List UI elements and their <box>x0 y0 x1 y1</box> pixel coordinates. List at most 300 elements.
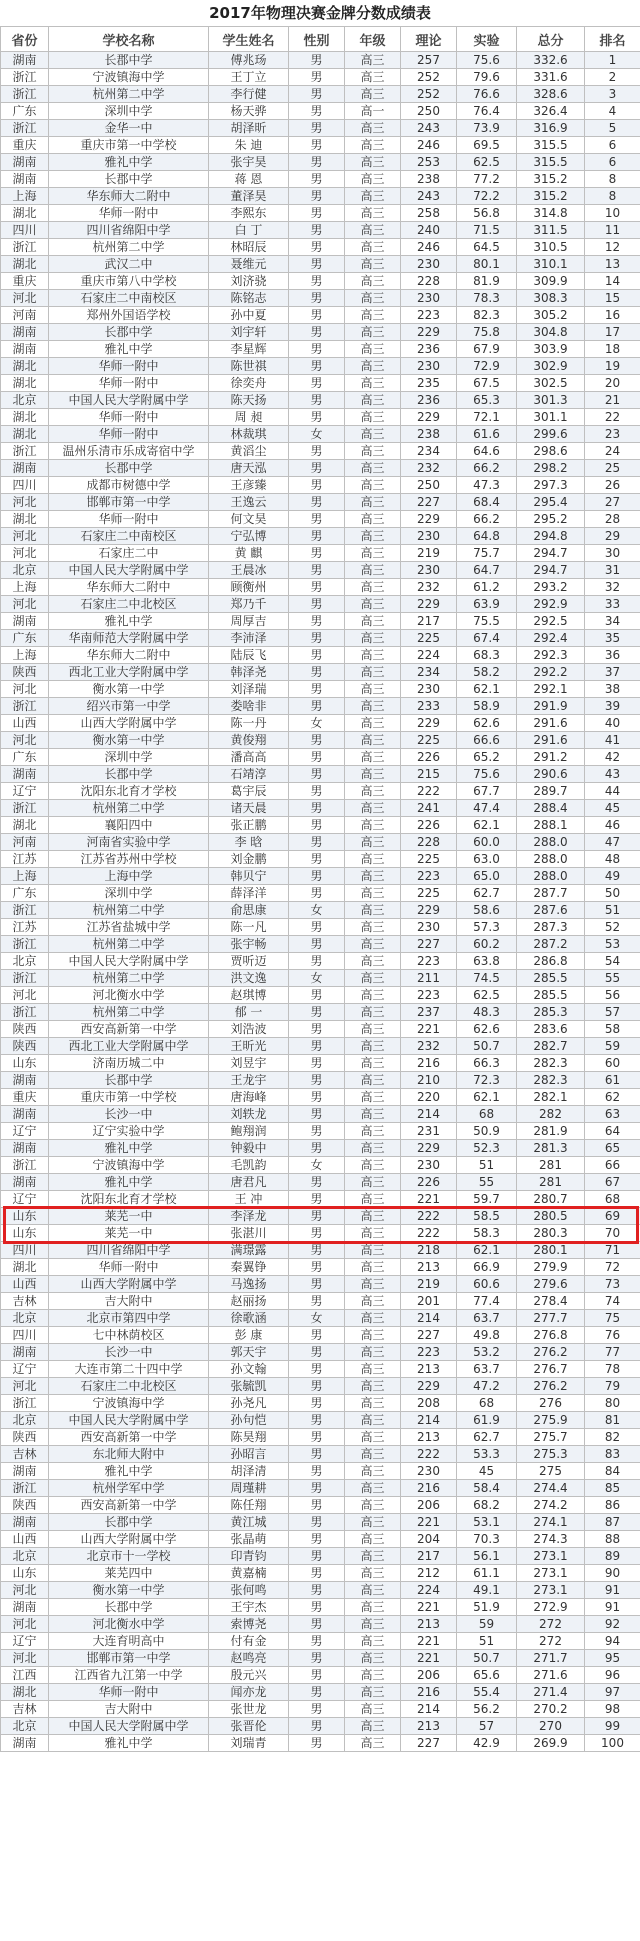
cell-school: 北京市十一学校 <box>49 1548 209 1565</box>
cell-rank: 23 <box>585 426 640 443</box>
table-row <box>1 239 640 256</box>
cell-province: 湖北 <box>1 409 49 426</box>
cell-grade: 高三 <box>345 1310 401 1327</box>
cell-school: 中国人民大学附属中学 <box>49 392 209 409</box>
cell-grade: 高三 <box>345 1140 401 1157</box>
cell-school: 中国人民大学附属中学 <box>49 1412 209 1429</box>
cell-province: 湖南 <box>1 154 49 171</box>
cell-school: 长郡中学 <box>49 171 209 188</box>
cell-gender: 男 <box>289 1548 345 1565</box>
cell-experiment: 61.2 <box>457 579 517 596</box>
cell-rank: 73 <box>585 1276 640 1293</box>
cell-grade: 高三 <box>345 86 401 103</box>
cell-gender: 男 <box>289 545 345 562</box>
cell-gender: 男 <box>289 375 345 392</box>
cell-experiment: 75.5 <box>457 613 517 630</box>
cell-province: 湖南 <box>1 613 49 630</box>
cell-total: 282.3 <box>517 1072 585 1089</box>
cell-student: 黄滔尘 <box>209 443 289 460</box>
cell-total: 278.4 <box>517 1293 585 1310</box>
cell-experiment: 51.9 <box>457 1599 517 1616</box>
cell-student: 聂维元 <box>209 256 289 273</box>
table-row <box>1 1123 640 1140</box>
cell-gender: 男 <box>289 256 345 273</box>
cell-gender: 男 <box>289 1480 345 1497</box>
cell-theory: 216 <box>401 1055 457 1072</box>
cell-gender: 男 <box>289 851 345 868</box>
cell-experiment: 68.2 <box>457 1497 517 1514</box>
cell-rank: 65 <box>585 1140 640 1157</box>
cell-experiment: 68.3 <box>457 647 517 664</box>
cell-experiment: 45 <box>457 1463 517 1480</box>
cell-total: 289.7 <box>517 783 585 800</box>
cell-theory: 214 <box>401 1701 457 1718</box>
cell-rank: 3 <box>585 86 640 103</box>
cell-theory: 213 <box>401 1259 457 1276</box>
cell-experiment: 62.1 <box>457 1242 517 1259</box>
cell-school: 雅礼中学 <box>49 613 209 630</box>
cell-gender: 男 <box>289 1021 345 1038</box>
cell-gender: 男 <box>289 1242 345 1259</box>
cell-rank: 11 <box>585 222 640 239</box>
cell-province: 广东 <box>1 630 49 647</box>
cell-school: 莱芜四中 <box>49 1565 209 1582</box>
cell-school: 重庆市第八中学校 <box>49 273 209 290</box>
cell-grade: 高三 <box>345 1293 401 1310</box>
cell-gender: 男 <box>289 103 345 120</box>
cell-gender: 男 <box>289 1463 345 1480</box>
cell-rank: 64 <box>585 1123 640 1140</box>
cell-rank: 40 <box>585 715 640 732</box>
cell-experiment: 76.6 <box>457 86 517 103</box>
cell-gender: 男 <box>289 1089 345 1106</box>
cell-student: 薛泽洋 <box>209 885 289 902</box>
cell-province: 北京 <box>1 1718 49 1735</box>
cell-student: 俞思康 <box>209 902 289 919</box>
cell-student: 张世龙 <box>209 1701 289 1718</box>
table-row <box>1 613 640 630</box>
cell-student: 陈任翔 <box>209 1497 289 1514</box>
cell-gender: 男 <box>289 528 345 545</box>
table-row <box>1 1225 640 1242</box>
table-row <box>1 970 640 987</box>
cell-student: 郑乃千 <box>209 596 289 613</box>
cell-grade: 高三 <box>345 1395 401 1412</box>
cell-student: 贾听迈 <box>209 953 289 970</box>
cell-student: 李沛泽 <box>209 630 289 647</box>
cell-experiment: 62.5 <box>457 154 517 171</box>
cell-experiment: 80.1 <box>457 256 517 273</box>
cell-school: 华东师大二附中 <box>49 579 209 596</box>
table-row <box>1 1310 640 1327</box>
cell-province: 湖北 <box>1 205 49 222</box>
cell-student: 潘高高 <box>209 749 289 766</box>
table-row <box>1 732 640 749</box>
cell-grade: 高三 <box>345 783 401 800</box>
cell-theory: 201 <box>401 1293 457 1310</box>
cell-rank: 58 <box>585 1021 640 1038</box>
cell-rank: 77 <box>585 1344 640 1361</box>
cell-experiment: 64.5 <box>457 239 517 256</box>
cell-total: 304.8 <box>517 324 585 341</box>
cell-total: 295.2 <box>517 511 585 528</box>
cell-rank: 69 <box>585 1208 640 1225</box>
cell-grade: 高三 <box>345 885 401 902</box>
cell-gender: 男 <box>289 562 345 579</box>
cell-grade: 高三 <box>345 1531 401 1548</box>
cell-rank: 68 <box>585 1191 640 1208</box>
cell-experiment: 74.5 <box>457 970 517 987</box>
cell-total: 290.6 <box>517 766 585 783</box>
cell-student: 唐海峰 <box>209 1089 289 1106</box>
cell-gender: 男 <box>289 239 345 256</box>
cell-rank: 61 <box>585 1072 640 1089</box>
cell-school: 宁波镇海中学 <box>49 1157 209 1174</box>
cell-experiment: 63.8 <box>457 953 517 970</box>
cell-total: 274.3 <box>517 1531 585 1548</box>
table-row <box>1 222 640 239</box>
cell-province: 陕西 <box>1 664 49 681</box>
cell-province: 浙江 <box>1 443 49 460</box>
cell-province: 辽宁 <box>1 1633 49 1650</box>
cell-theory: 229 <box>401 902 457 919</box>
cell-rank: 34 <box>585 613 640 630</box>
cell-province: 浙江 <box>1 120 49 137</box>
table-row <box>1 1004 640 1021</box>
cell-student: 孙尧凡 <box>209 1395 289 1412</box>
cell-student: 黄 麒 <box>209 545 289 562</box>
cell-gender: 男 <box>289 205 345 222</box>
cell-gender: 男 <box>289 1106 345 1123</box>
cell-rank: 92 <box>585 1616 640 1633</box>
cell-total: 280.7 <box>517 1191 585 1208</box>
cell-experiment: 64.8 <box>457 528 517 545</box>
cell-student: 张宇昊 <box>209 154 289 171</box>
cell-province: 湖南 <box>1 766 49 783</box>
cell-school: 西安高新第一中学 <box>49 1021 209 1038</box>
cell-student: 蒋 恩 <box>209 171 289 188</box>
cell-school: 西安高新第一中学 <box>49 1497 209 1514</box>
cell-student: 周厚吉 <box>209 613 289 630</box>
cell-grade: 高三 <box>345 817 401 834</box>
cell-experiment: 57.3 <box>457 919 517 936</box>
cell-province: 重庆 <box>1 137 49 154</box>
cell-student: 孙文翰 <box>209 1361 289 1378</box>
cell-school: 西北工业大学附属中学 <box>49 664 209 681</box>
cell-school: 杭州第二中学 <box>49 970 209 987</box>
cell-gender: 男 <box>289 1225 345 1242</box>
cell-experiment: 66.9 <box>457 1259 517 1276</box>
cell-province: 山西 <box>1 1276 49 1293</box>
cell-student: 胡泽昕 <box>209 120 289 137</box>
table-row <box>1 307 640 324</box>
cell-student: 徐歌涵 <box>209 1310 289 1327</box>
cell-rank: 20 <box>585 375 640 392</box>
cell-total: 285.3 <box>517 1004 585 1021</box>
cell-total: 293.2 <box>517 579 585 596</box>
cell-student: 唐君凡 <box>209 1174 289 1191</box>
cell-rank: 41 <box>585 732 640 749</box>
cell-province: 湖南 <box>1 1344 49 1361</box>
cell-school: 辽宁实验中学 <box>49 1123 209 1140</box>
cell-student: 林昭辰 <box>209 239 289 256</box>
cell-school: 长郡中学 <box>49 1514 209 1531</box>
cell-experiment: 72.2 <box>457 188 517 205</box>
cell-province: 陕西 <box>1 1497 49 1514</box>
header-theory: 理论 <box>401 27 457 52</box>
cell-total: 275.9 <box>517 1412 585 1429</box>
cell-school: 华师一附中 <box>49 1684 209 1701</box>
cell-experiment: 72.3 <box>457 1072 517 1089</box>
cell-province: 浙江 <box>1 239 49 256</box>
cell-theory: 225 <box>401 630 457 647</box>
table-row <box>1 1718 640 1735</box>
cell-theory: 220 <box>401 1089 457 1106</box>
header-grade: 年级 <box>345 27 401 52</box>
table-row <box>1 1395 640 1412</box>
table-row <box>1 800 640 817</box>
cell-grade: 高三 <box>345 749 401 766</box>
cell-school: 莱芜一中 <box>49 1225 209 1242</box>
cell-grade: 高三 <box>345 613 401 630</box>
cell-theory: 252 <box>401 86 457 103</box>
cell-grade: 高三 <box>345 766 401 783</box>
cell-grade: 高三 <box>345 171 401 188</box>
cell-school: 雅礼中学 <box>49 1463 209 1480</box>
cell-student: 张毓凯 <box>209 1378 289 1395</box>
cell-theory: 213 <box>401 1429 457 1446</box>
cell-school: 武汉二中 <box>49 256 209 273</box>
table-row <box>1 1055 640 1072</box>
table-row <box>1 1276 640 1293</box>
cell-theory: 241 <box>401 800 457 817</box>
cell-school: 大连市第二十四中学 <box>49 1361 209 1378</box>
cell-total: 288.0 <box>517 851 585 868</box>
cell-total: 276.2 <box>517 1344 585 1361</box>
cell-theory: 252 <box>401 69 457 86</box>
cell-student: 陈一凡 <box>209 919 289 936</box>
cell-experiment: 49.8 <box>457 1327 517 1344</box>
cell-school: 石家庄二中北校区 <box>49 596 209 613</box>
cell-province: 山东 <box>1 1225 49 1242</box>
cell-theory: 237 <box>401 1004 457 1021</box>
table-row <box>1 392 640 409</box>
cell-school: 上海中学 <box>49 868 209 885</box>
cell-student: 郭天宇 <box>209 1344 289 1361</box>
cell-total: 292.1 <box>517 681 585 698</box>
header-province: 省份 <box>1 27 49 52</box>
cell-total: 294.8 <box>517 528 585 545</box>
cell-grade: 高三 <box>345 290 401 307</box>
cell-grade: 高三 <box>345 494 401 511</box>
cell-experiment: 48.3 <box>457 1004 517 1021</box>
cell-student: 刘轶龙 <box>209 1106 289 1123</box>
cell-school: 长郡中学 <box>49 460 209 477</box>
cell-total: 291.2 <box>517 749 585 766</box>
cell-gender: 男 <box>289 987 345 1004</box>
cell-school: 吉大附中 <box>49 1701 209 1718</box>
cell-theory: 217 <box>401 1548 457 1565</box>
cell-province: 江苏 <box>1 851 49 868</box>
cell-grade: 高三 <box>345 69 401 86</box>
table-row <box>1 749 640 766</box>
cell-province: 河北 <box>1 681 49 698</box>
cell-province: 河北 <box>1 596 49 613</box>
cell-school: 衡水第一中学 <box>49 681 209 698</box>
cell-rank: 1 <box>585 52 640 69</box>
cell-experiment: 63.9 <box>457 596 517 613</box>
cell-total: 275 <box>517 1463 585 1480</box>
cell-experiment: 51 <box>457 1633 517 1650</box>
cell-school: 雅礼中学 <box>49 1735 209 1752</box>
cell-theory: 223 <box>401 307 457 324</box>
cell-rank: 59 <box>585 1038 640 1055</box>
cell-rank: 94 <box>585 1633 640 1650</box>
cell-grade: 高三 <box>345 154 401 171</box>
cell-theory: 216 <box>401 1684 457 1701</box>
cell-rank: 6 <box>585 137 640 154</box>
table-row <box>1 1548 640 1565</box>
cell-total: 281 <box>517 1174 585 1191</box>
cell-theory: 232 <box>401 579 457 596</box>
cell-grade: 高三 <box>345 1225 401 1242</box>
cell-experiment: 62.5 <box>457 987 517 1004</box>
cell-rank: 17 <box>585 324 640 341</box>
cell-experiment: 76.4 <box>457 103 517 120</box>
cell-experiment: 71.5 <box>457 222 517 239</box>
table-row <box>1 1021 640 1038</box>
cell-gender: 男 <box>289 885 345 902</box>
table-row <box>1 1140 640 1157</box>
cell-rank: 97 <box>585 1684 640 1701</box>
cell-province: 江西 <box>1 1667 49 1684</box>
cell-grade: 高三 <box>345 1055 401 1072</box>
cell-school: 江苏省盐城中学 <box>49 919 209 936</box>
cell-theory: 215 <box>401 766 457 783</box>
cell-rank: 30 <box>585 545 640 562</box>
cell-experiment: 79.6 <box>457 69 517 86</box>
cell-experiment: 47.2 <box>457 1378 517 1395</box>
cell-experiment: 55.4 <box>457 1684 517 1701</box>
cell-grade: 高三 <box>345 1718 401 1735</box>
table-row <box>1 1106 640 1123</box>
cell-theory: 214 <box>401 1310 457 1327</box>
cell-gender: 男 <box>289 817 345 834</box>
cell-total: 299.6 <box>517 426 585 443</box>
cell-total: 292.3 <box>517 647 585 664</box>
cell-total: 310.1 <box>517 256 585 273</box>
header-school: 学校名称 <box>49 27 209 52</box>
cell-school: 雅礼中学 <box>49 341 209 358</box>
cell-total: 272 <box>517 1616 585 1633</box>
cell-experiment: 61.6 <box>457 426 517 443</box>
cell-student: 彭 康 <box>209 1327 289 1344</box>
cell-grade: 高三 <box>345 1480 401 1497</box>
table-row <box>1 1616 640 1633</box>
cell-gender: 男 <box>289 1208 345 1225</box>
cell-total: 273.1 <box>517 1548 585 1565</box>
table-row <box>1 1684 640 1701</box>
cell-province: 湖南 <box>1 1072 49 1089</box>
cell-total: 315.5 <box>517 137 585 154</box>
cell-school: 雅礼中学 <box>49 1140 209 1157</box>
cell-total: 280.1 <box>517 1242 585 1259</box>
cell-theory: 234 <box>401 443 457 460</box>
cell-rank: 56 <box>585 987 640 1004</box>
cell-total: 287.3 <box>517 919 585 936</box>
cell-rank: 63 <box>585 1106 640 1123</box>
table-row <box>1 919 640 936</box>
cell-student: 郁 一 <box>209 1004 289 1021</box>
cell-theory: 227 <box>401 1735 457 1752</box>
cell-school: 深圳中学 <box>49 885 209 902</box>
cell-gender: 男 <box>289 324 345 341</box>
cell-province: 浙江 <box>1 800 49 817</box>
cell-grade: 高三 <box>345 970 401 987</box>
table-row <box>1 1378 640 1395</box>
cell-student: 黄嘉楠 <box>209 1565 289 1582</box>
cell-rank: 42 <box>585 749 640 766</box>
cell-school: 邯郸市第一中学 <box>49 1650 209 1667</box>
table-row <box>1 324 640 341</box>
cell-gender: 男 <box>289 1004 345 1021</box>
cell-gender: 男 <box>289 171 345 188</box>
cell-student: 毛凯韵 <box>209 1157 289 1174</box>
cell-total: 276.7 <box>517 1361 585 1378</box>
cell-gender: 男 <box>289 1378 345 1395</box>
cell-theory: 243 <box>401 188 457 205</box>
cell-school: 深圳中学 <box>49 103 209 120</box>
table-row <box>1 188 640 205</box>
cell-school: 华师一附中 <box>49 358 209 375</box>
cell-student: 陈一丹 <box>209 715 289 732</box>
cell-experiment: 55 <box>457 1174 517 1191</box>
cell-province: 湖北 <box>1 1259 49 1276</box>
table-row <box>1 579 640 596</box>
cell-theory: 240 <box>401 222 457 239</box>
cell-total: 285.5 <box>517 970 585 987</box>
cell-total: 281.9 <box>517 1123 585 1140</box>
cell-theory: 223 <box>401 868 457 885</box>
cell-school: 长沙一中 <box>49 1344 209 1361</box>
cell-gender: 男 <box>289 1514 345 1531</box>
cell-gender: 男 <box>289 358 345 375</box>
cell-gender: 男 <box>289 154 345 171</box>
cell-school: 雅礼中学 <box>49 154 209 171</box>
cell-rank: 85 <box>585 1480 640 1497</box>
header-rank: 排名 <box>585 27 640 52</box>
cell-school: 长沙一中 <box>49 1106 209 1123</box>
cell-gender: 女 <box>289 902 345 919</box>
cell-grade: 高三 <box>345 511 401 528</box>
cell-experiment: 57 <box>457 1718 517 1735</box>
cell-school: 重庆市第一中学校 <box>49 137 209 154</box>
cell-school: 杭州第二中学 <box>49 936 209 953</box>
cell-grade: 高三 <box>345 1174 401 1191</box>
cell-total: 271.4 <box>517 1684 585 1701</box>
cell-grade: 高三 <box>345 1276 401 1293</box>
cell-theory: 225 <box>401 732 457 749</box>
cell-total: 272.9 <box>517 1599 585 1616</box>
cell-school: 中国人民大学附属中学 <box>49 1718 209 1735</box>
cell-theory: 250 <box>401 477 457 494</box>
cell-province: 上海 <box>1 579 49 596</box>
cell-gender: 男 <box>289 392 345 409</box>
cell-school: 山西大学附属中学 <box>49 715 209 732</box>
cell-province: 陕西 <box>1 1038 49 1055</box>
cell-experiment: 68.4 <box>457 494 517 511</box>
header-experiment: 实验 <box>457 27 517 52</box>
